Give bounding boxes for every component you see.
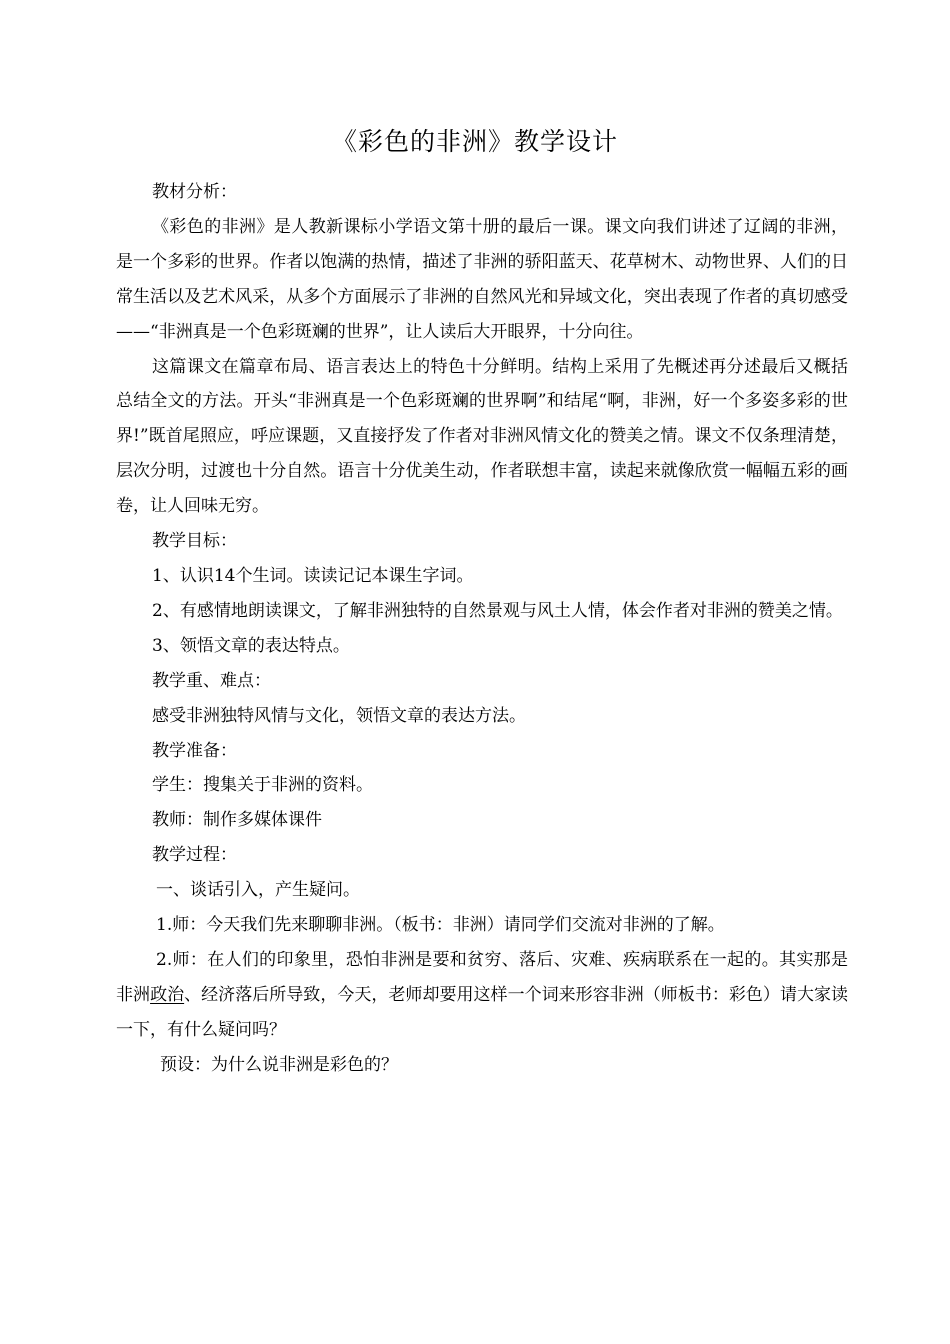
goal-item-3: 3、领悟文章的表达特点。 — [152, 635, 350, 656]
underlined-word: 政治 — [150, 984, 185, 1005]
preparation-teacher: 教师：制作多媒体课件 — [152, 810, 322, 831]
document-body — [116, 175, 848, 1083]
document-title: 《彩色的非洲》教学设计 — [331, 127, 618, 156]
key-points-heading: 教学重、难点： — [152, 670, 271, 691]
analysis-paragraph-1: 《彩色的非洲》是人教新课标小学语文第十册的最后一课。课文向我们讲述了辽阔的非洲，是一个多彩的世界。作者以饱满的热情，描述了非洲的骄阳蓝天、花草树木、动物世界、人们的日常生活以及艺术风采，从多个方面展示了非洲的自然风光和异域文化，突出表现了作者的真切感受——“非洲真是一个色彩斑斓的世界”，让人读后大开眼界，十分向往。 — [116, 216, 848, 342]
step-1-2-text-a: 2.师：在人们的印象里，恐怕非洲是要和贫穷、落后、灾难、疾病联系在一起的。其实那是非洲 — [116, 949, 848, 1005]
process-step-1: 一、谈话引入，产生疑问。 — [156, 880, 360, 901]
goals-heading: 教学目标： — [152, 531, 237, 552]
step-1-2-text-b: 、经济落后所导致，今天，老师却要用这样一个词来形容非洲（师板书：彩色）请大家读一下，有什么疑问吗？ — [116, 984, 849, 1040]
preset-question: 预设：为什么说非洲是彩色的？ — [160, 1054, 398, 1075]
preparation-heading: 教学准备： — [152, 740, 237, 761]
key-points-text: 感受非洲独特风情与文化，领悟文章的表达方法。 — [152, 705, 526, 726]
goal-item-2: 2、有感情地朗读课文，了解非洲独特的自然景观与风土人情，体会作者对非洲的赞美之情。 — [152, 600, 843, 621]
process-step-1-1: 1.师：今天我们先来聊聊非洲。（板书：非洲）请同学们交流对非洲的了解。 — [156, 915, 725, 936]
process-step-1-2 — [116, 943, 848, 1048]
goal-item-1: 1、认识14个生词。读读记记本课生字词。 — [152, 565, 474, 586]
analysis-heading: 教材分析： — [152, 182, 237, 202]
process-heading: 教学过程： — [152, 845, 237, 866]
analysis-paragraph-2: 这篇课文在篇章布局、语言表达上的特色十分鲜明。结构上采用了先概述再分述最后又概括总结全文的方法。开头“非洲真是一个色彩斑斓的世界啊”和结尾“啊，非洲，好一个多姿多彩的世界!”既首尾照应，呼应课题，又直接抒发了作者对非洲风情文化的赞美之情。课文不仅条理清楚，层次分明，过渡也十分自然。语言十分优美生动，作者联想丰富，读起来就像欣赏一幅幅五彩的画卷，让人回味无穷。 — [116, 356, 848, 517]
preparation-student: 学生：搜集关于非洲的资料。 — [152, 775, 373, 796]
